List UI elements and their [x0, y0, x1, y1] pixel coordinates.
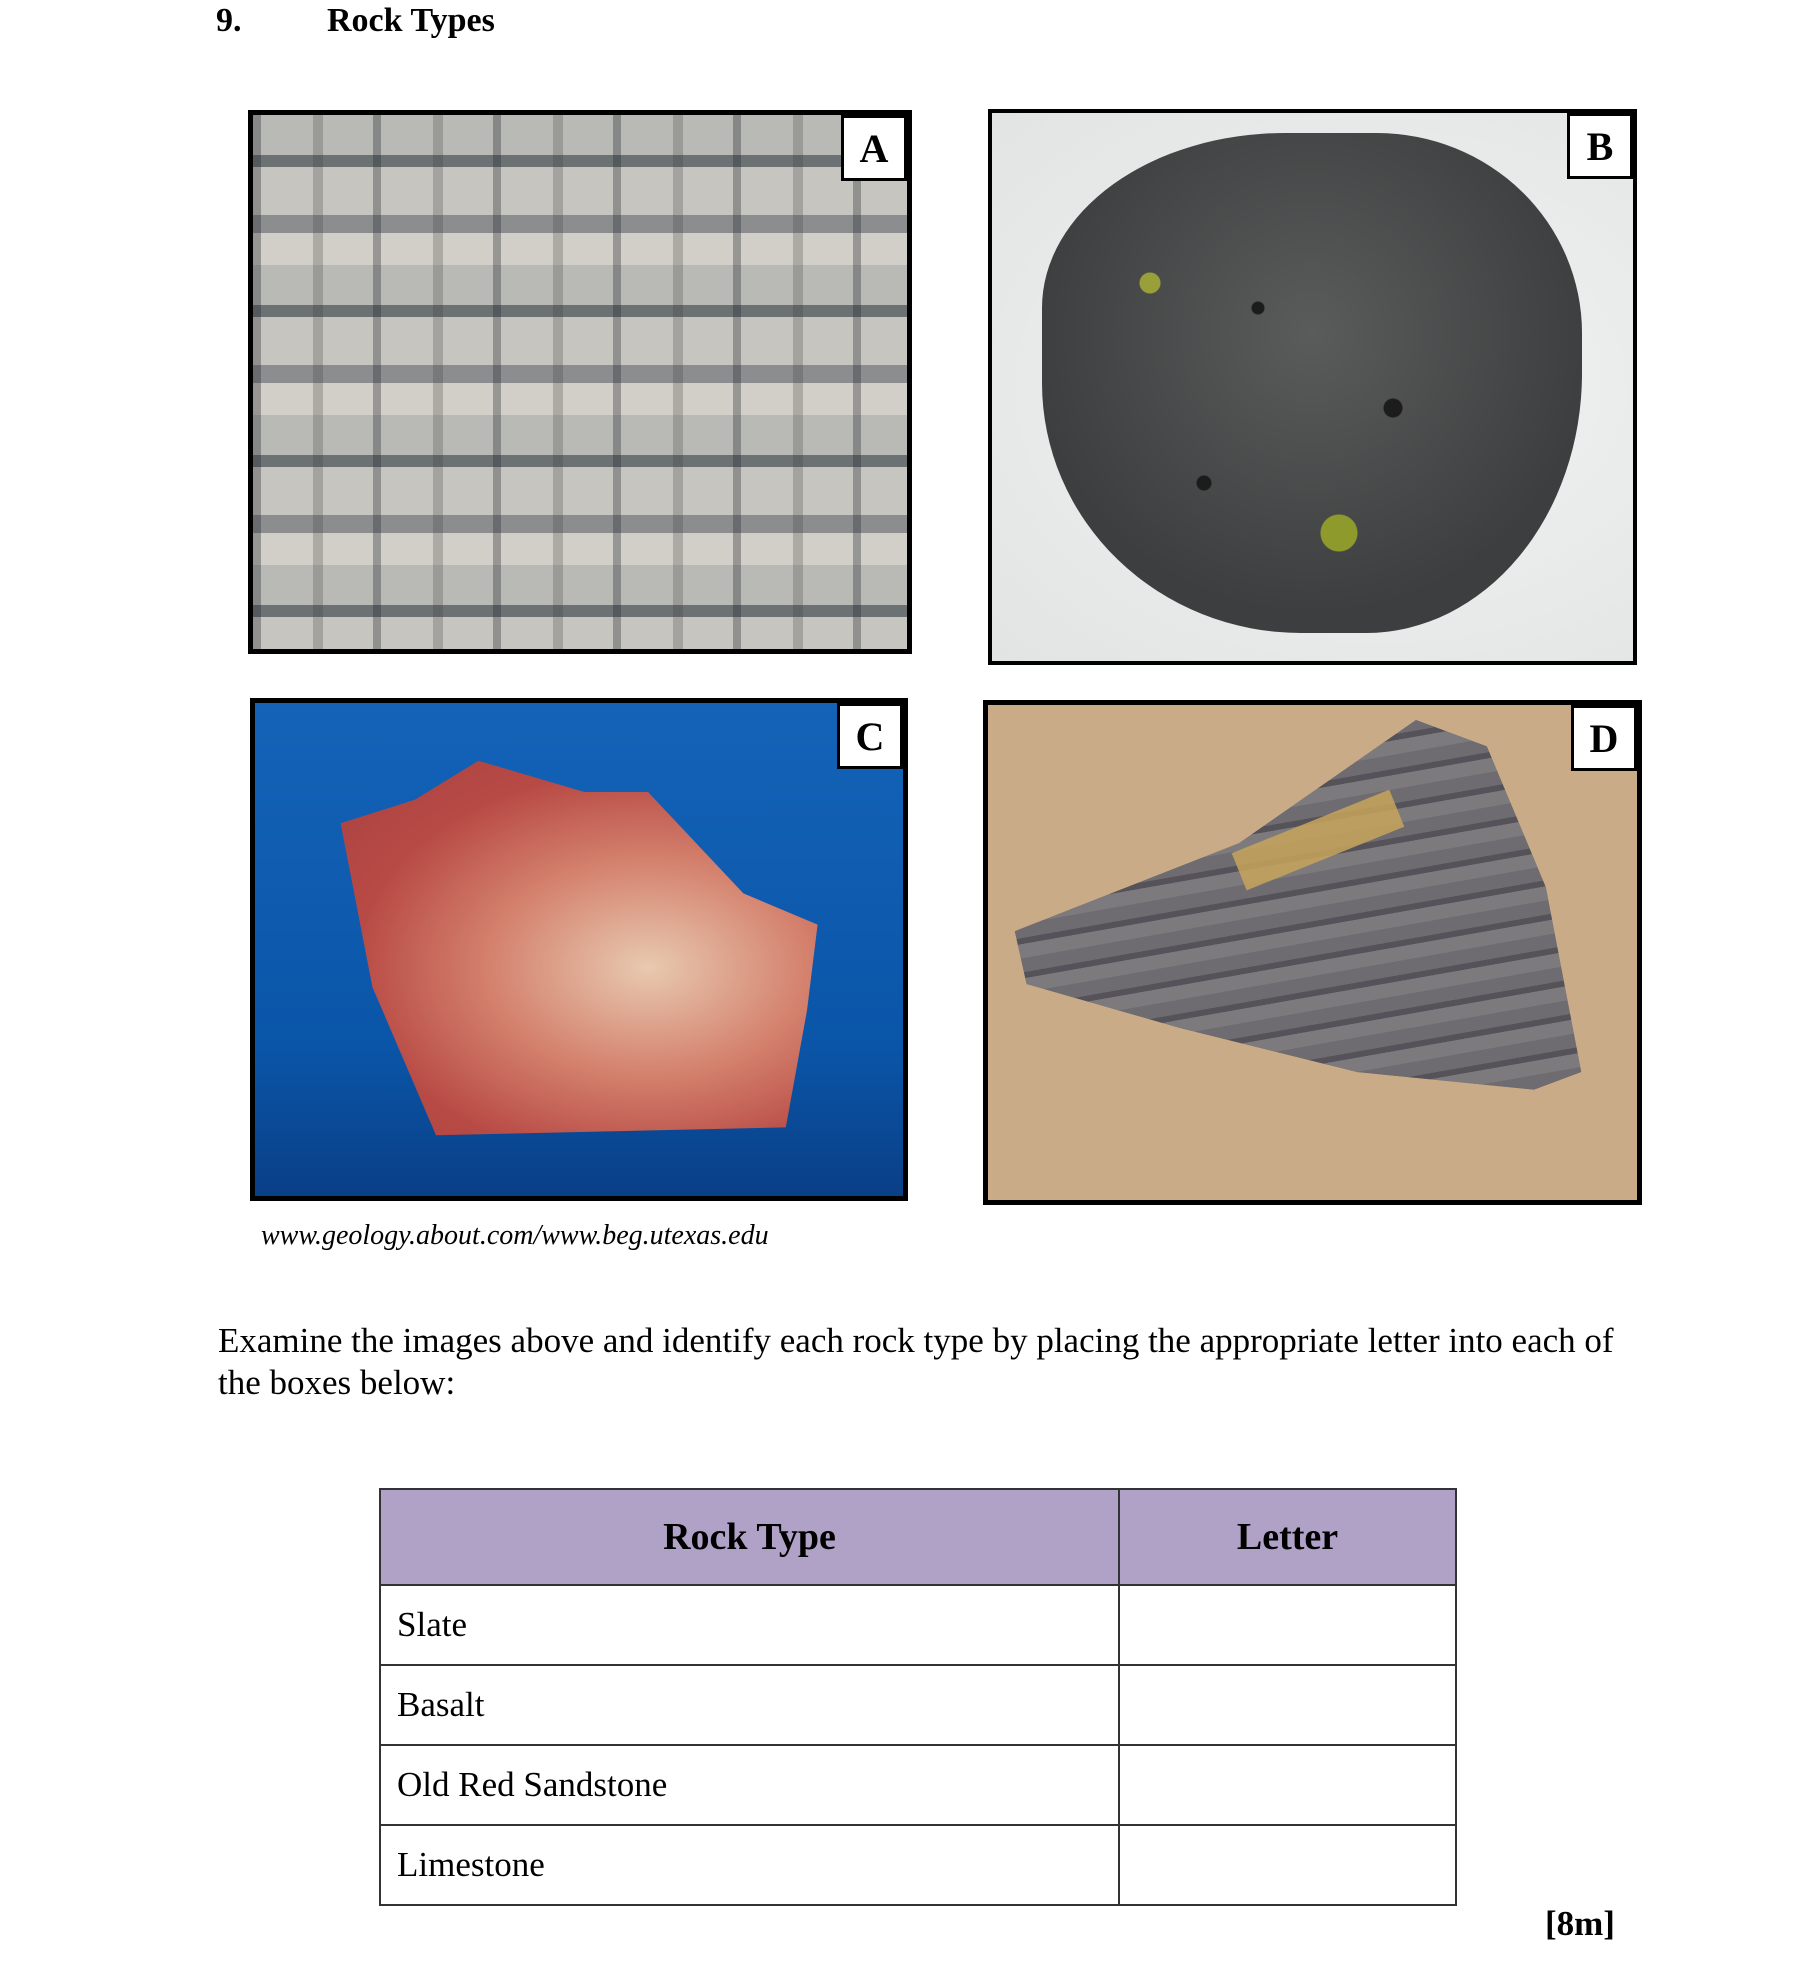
rock-type-cell: Old Red Sandstone [380, 1745, 1119, 1825]
image-label-d: D [1571, 705, 1637, 771]
rock-image-a [248, 110, 912, 654]
letter-answer-cell[interactable] [1119, 1585, 1456, 1665]
marks-allocation: [8m] [1545, 1904, 1615, 1943]
slate-rock-photo [1003, 720, 1593, 1160]
question-number: 9. [216, 2, 242, 39]
rock-image-c [250, 698, 908, 1201]
letter-answer-cell[interactable] [1119, 1825, 1456, 1905]
letter-answer-cell[interactable] [1119, 1665, 1456, 1745]
basalt-rock-photo [1042, 133, 1582, 633]
header-letter: Letter [1119, 1489, 1456, 1585]
table-row [380, 1665, 1456, 1745]
image-label-a: A [841, 115, 907, 181]
image-label-c: C [837, 703, 903, 769]
sandstone-rock-photo [330, 753, 860, 1143]
image-source-caption: www.geology.about.com/www.beg.utexas.edu [261, 1220, 769, 1251]
rock-type-cell: Limestone [380, 1825, 1119, 1905]
image-label-b: B [1567, 113, 1633, 179]
table-row [380, 1825, 1456, 1905]
letter-answer-cell[interactable] [1119, 1745, 1456, 1825]
table-row [380, 1745, 1456, 1825]
table-header-row [380, 1489, 1456, 1585]
question-title: Rock Types [327, 2, 495, 39]
header-rock-type: Rock Type [380, 1489, 1119, 1585]
table-row [380, 1585, 1456, 1665]
rock-type-cell: Slate [380, 1585, 1119, 1665]
rock-image-b [988, 109, 1637, 665]
rock-image-d [983, 700, 1642, 1205]
instruction-text: Examine the images above and identify each rock type by placing the appropriate letter into each of the boxes below: [218, 1321, 1614, 1402]
rock-type-cell: Basalt [380, 1665, 1119, 1745]
rock-type-table [379, 1488, 1457, 1906]
